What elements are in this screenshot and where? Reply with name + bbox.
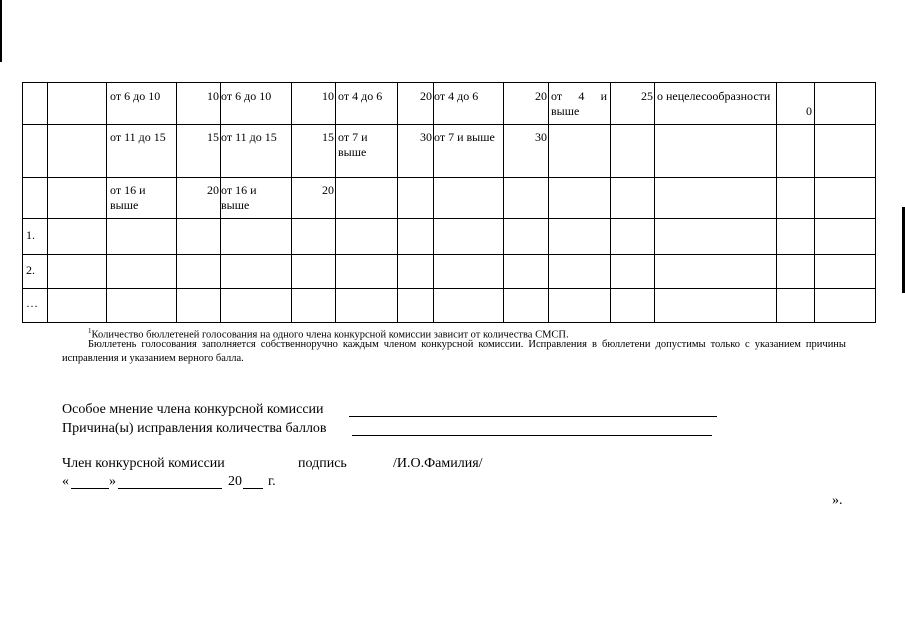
score-cell: 20 bbox=[535, 89, 547, 103]
member-label: Член конкурсной комиссии bbox=[62, 456, 225, 471]
score-cell: 15 bbox=[207, 130, 219, 144]
score-cell: 20 bbox=[322, 183, 334, 197]
date-open-quote: « bbox=[62, 474, 69, 489]
closing-quote: ». bbox=[832, 493, 843, 508]
range-cell: от 7 и выше bbox=[434, 130, 495, 144]
correction-reason-label: Причина(ы) исправления количества баллов bbox=[62, 421, 327, 436]
range-cell: от 11 до 15 bbox=[110, 130, 166, 144]
score-cell: 10 bbox=[322, 89, 334, 103]
signature-label: подпись bbox=[298, 456, 347, 471]
footnote-1-text: Количество бюллетеней голосования на одного члена конкурсной комиссии зависит от количества СМСП. bbox=[91, 329, 569, 341]
range-cell: от 16 и выше bbox=[110, 183, 146, 212]
score-cell: 10 bbox=[207, 89, 219, 103]
correction-reason-line bbox=[352, 435, 712, 436]
score-cell: 0 bbox=[806, 104, 812, 118]
year-prefix: 20 bbox=[228, 474, 242, 489]
row-number: 2. bbox=[26, 263, 35, 277]
name-label: /И.О.Фамилия/ bbox=[393, 456, 483, 471]
range-cell: от 7 и выше bbox=[338, 130, 368, 159]
score-cell: 30 bbox=[535, 130, 547, 144]
row-number: 1. bbox=[26, 228, 35, 242]
special-opinion-label: Особое мнение члена конкурсной комиссии bbox=[62, 402, 324, 417]
score-cell: 30 bbox=[420, 130, 432, 144]
range-cell: от 11 до 15 bbox=[221, 130, 277, 144]
date-close-quote: » bbox=[109, 474, 116, 489]
special-opinion-line bbox=[349, 416, 717, 417]
score-cell: 20 bbox=[207, 183, 219, 197]
row-number: … bbox=[26, 296, 38, 310]
range-cell: о нецелесообразности bbox=[657, 89, 771, 103]
range-cell: от 6 до 10 bbox=[221, 89, 272, 103]
range-cell: от 4 и выше bbox=[551, 89, 607, 118]
score-cell: 25 bbox=[641, 89, 653, 103]
range-cell: от 16 и выше bbox=[221, 183, 257, 212]
footnote-2: Бюллетень голосования заполняется собственноручно каждым членом конкурсной комиссии. Исправления в бюллетени допустимы только с указанием причины исправления и указанием верного балла. bbox=[62, 339, 846, 364]
score-cell: 20 bbox=[420, 89, 432, 103]
month-line bbox=[118, 488, 222, 489]
day-line bbox=[71, 488, 109, 489]
range-cell: от 4 до 6 bbox=[338, 89, 383, 103]
score-cell: 15 bbox=[322, 130, 334, 144]
footnote-mark: 1 bbox=[88, 327, 92, 335]
year-suffix: г. bbox=[268, 474, 276, 489]
range-cell: от 4 до 6 bbox=[434, 89, 479, 103]
year-line bbox=[243, 488, 263, 489]
page-edge-mark-left bbox=[0, 0, 2, 62]
range-cell: от 6 до 10 bbox=[110, 89, 161, 103]
